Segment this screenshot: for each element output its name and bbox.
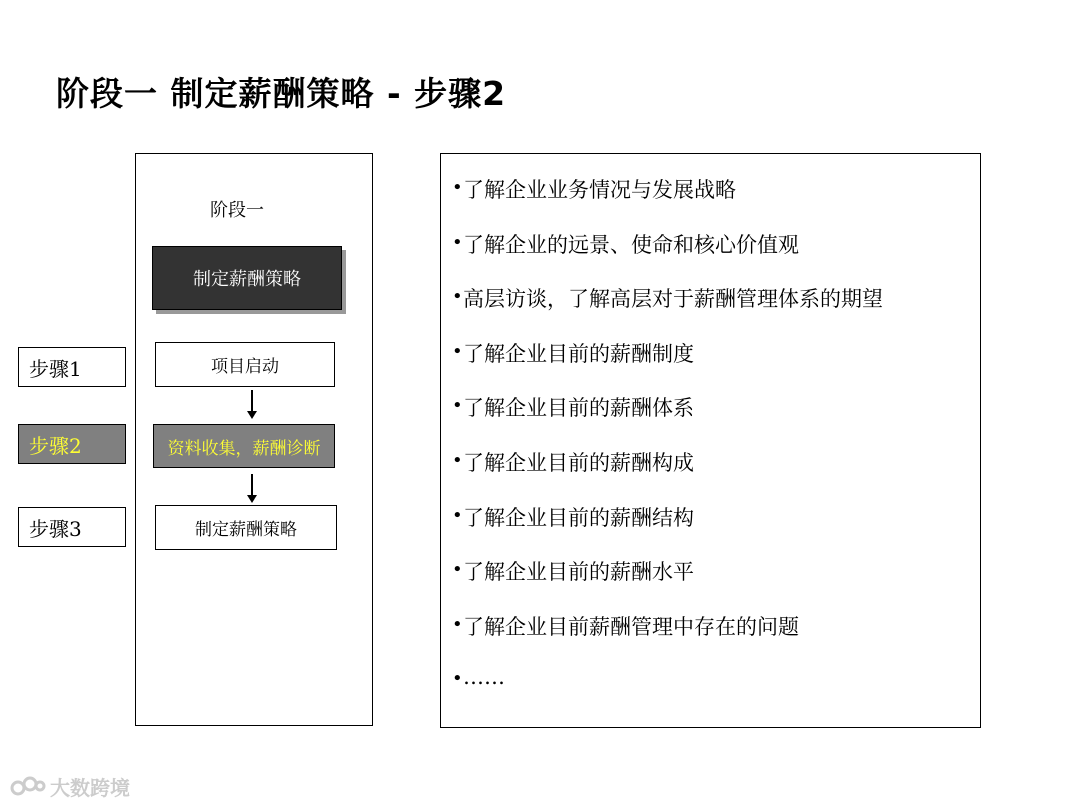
bullet-icon: • [452,286,463,308]
bullet-icon: • [452,231,463,253]
watermark [10,772,130,801]
list-item: • 高层访谈，了解高层对于薪酬管理体系的期望 [452,283,883,338]
step-3-label: 步骤3 [18,507,126,547]
bullet-icon: • [452,177,463,198]
watermark-text: 大数跨境 [50,776,130,800]
list-item: • 了解企业的远景、使命和核心价值观 [452,229,883,284]
step-2-label: 步骤2 [18,424,126,464]
list-item: • 了解企业目前的薪酬水平 [452,556,883,611]
bullet-icon: • [452,668,463,690]
list-item: • 了解企业目前的薪酬制度 [452,338,883,393]
bullet-icon: • [452,449,463,471]
list-item: • 了解企业业务情况与发展战略 [452,174,883,229]
watermark-logo-icon [10,774,46,800]
flow-step-strategy: 制定薪酬策略 [155,505,337,550]
flow-step-data-collection: 资料收集，薪酬诊断 [153,424,335,468]
step-1-label: 步骤1 [18,347,126,387]
list-item: • 了解企业目前的薪酬构成 [452,447,883,502]
list-item: • 了解企业目前薪酬管理中存在的问题 [452,611,883,666]
down-arrow-icon [251,390,253,412]
bullet-icon: • [452,613,463,635]
bullet-icon: • [452,504,463,526]
list-item: • …… [452,665,883,720]
bullet-icon: • [452,559,463,581]
flow-step-project-start: 项目启动 [155,342,335,387]
down-arrow-icon [251,474,253,496]
phase-label: 阶段一 [210,200,264,221]
task-list [452,174,883,720]
page-title: 阶段一 制定薪酬策略 - 步骤2 [56,74,507,113]
list-item: • 了解企业目前的薪酬体系 [452,392,883,447]
list-item: • 了解企业目前的薪酬结构 [452,502,883,557]
bullet-icon: • [452,395,463,417]
bullet-icon: • [452,340,463,362]
phase-head-box: 制定薪酬策略 [152,246,342,310]
